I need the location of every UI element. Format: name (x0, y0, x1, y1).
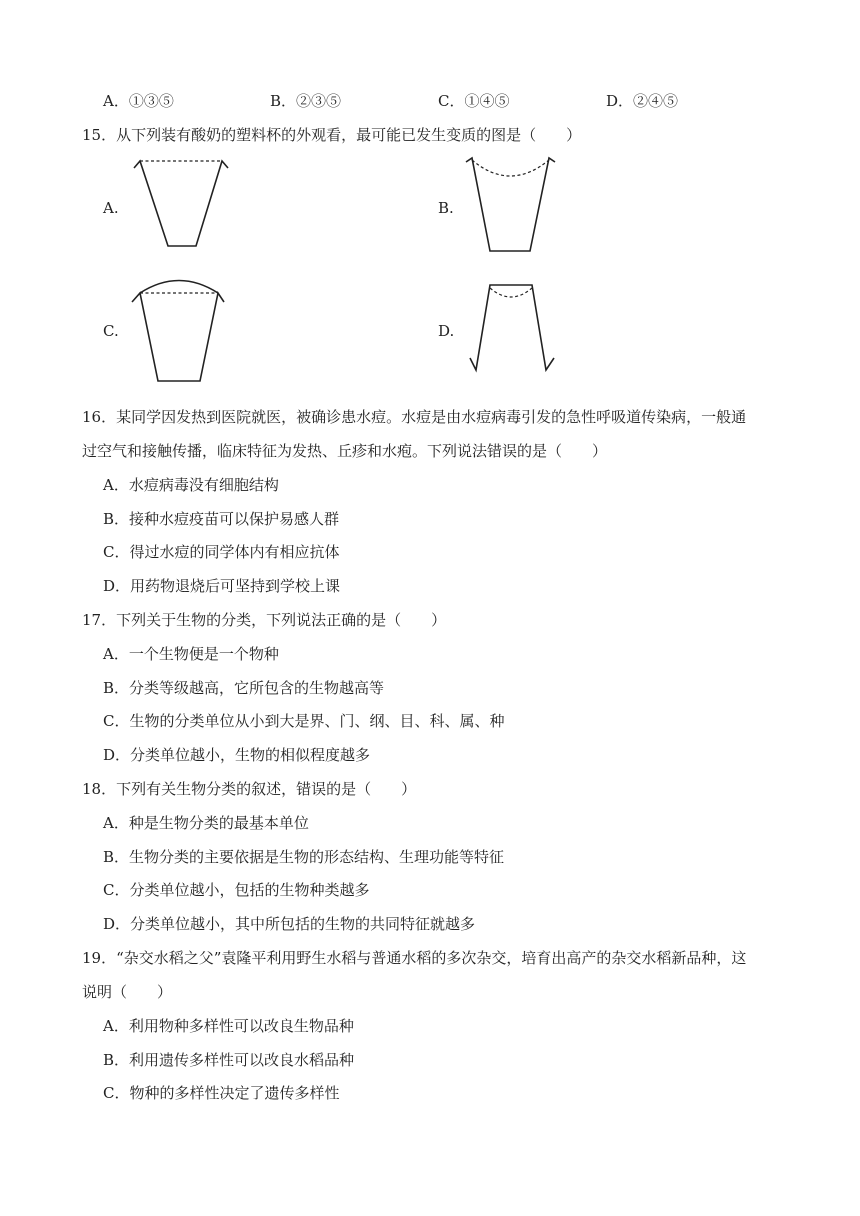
q19-stem-line2: 说明（ ） (82, 983, 173, 1001)
option-text: ②③⑤ (296, 92, 342, 110)
q17-option-a[interactable]: A．一个生物便是一个物种 (103, 645, 279, 663)
option-letter: D． (606, 92, 634, 110)
q16-option-b[interactable]: B．接种水痘疫苗可以保护易感人群 (103, 510, 340, 528)
q15-label-a[interactable]: A. (103, 199, 119, 217)
q14-option-d[interactable] (606, 90, 678, 111)
q17-stem: 17．下列关于生物的分类，下列说法正确的是（ ） (82, 611, 447, 629)
cup-figure-a (132, 156, 232, 252)
option-letter: B． (270, 92, 297, 110)
cup-figure-c (130, 278, 230, 386)
q16-option-a[interactable]: A．水痘病毒没有细胞结构 (103, 476, 279, 494)
q14-option-c[interactable] (438, 90, 510, 111)
q18-stem: 18．下列有关生物分类的叙述，错误的是（ ） (82, 780, 417, 798)
q18-option-b[interactable]: B．生物分类的主要依据是生物的形态结构、生理功能等特征 (103, 848, 505, 866)
q16-stem-line2: 过空气和接触传播，临床特征为发热、丘疹和水疱。下列说法错误的是（ ） (82, 442, 608, 460)
option-text: ②④⑤ (633, 92, 679, 110)
q14-option-b[interactable] (270, 90, 341, 111)
q14-option-a[interactable] (103, 90, 174, 111)
q17-option-c[interactable]: C．生物的分类单位从小到大是界、门、纲、目、科、属、种 (103, 712, 505, 730)
q17-option-b[interactable]: B．分类等级越高，它所包含的生物越高等 (103, 679, 385, 697)
q18-option-d[interactable]: D．分类单位越小，其中所包括的生物的共同特征就越多 (103, 915, 476, 933)
option-letter: C． (438, 92, 465, 110)
q19-stem-line1: 19．“杂交水稻之父”袁隆平利用野生水稻与普通水稻的多次杂交，培育出高产的杂交水稻新品种，这 (82, 949, 747, 967)
option-text: ①④⑤ (464, 92, 510, 110)
q15-label-b[interactable]: B. (438, 199, 454, 217)
option-text: ①③⑤ (128, 92, 174, 110)
q16-option-c[interactable]: C．得过水痘的同学体内有相应抗体 (103, 543, 340, 561)
q19-option-c[interactable]: C．物种的多样性决定了遗传多样性 (103, 1084, 340, 1102)
q16-option-d[interactable]: D．用药物退烧后可坚持到学校上课 (103, 577, 341, 595)
q19-option-a[interactable]: A．利用物种多样性可以改良生物品种 (103, 1017, 354, 1035)
q18-option-a[interactable]: A．种是生物分类的最基本单位 (103, 814, 309, 832)
q17-option-d[interactable]: D．分类单位越小，生物的相似程度越多 (103, 746, 371, 764)
cup-figure-d (462, 280, 562, 376)
q18-option-c[interactable]: C．分类单位越小，包括的生物种类越多 (103, 881, 370, 899)
q15-stem: 15．从下列装有酸奶的塑料杯的外观看，最可能已发生变质的图是（ ） (82, 126, 582, 144)
q19-option-b[interactable]: B．利用遗传多样性可以改良水稻品种 (103, 1051, 355, 1069)
q15-label-c[interactable]: C. (103, 322, 119, 340)
option-letter: A． (103, 92, 129, 110)
cup-figure-b (462, 152, 558, 256)
q15-label-d[interactable]: D. (438, 322, 455, 340)
q16-stem-line1: 16．某同学因发热到医院就医，被确诊患水痘。水痘是由水痘病毒引发的急性呼吸道传染病，一般通 (82, 408, 747, 426)
